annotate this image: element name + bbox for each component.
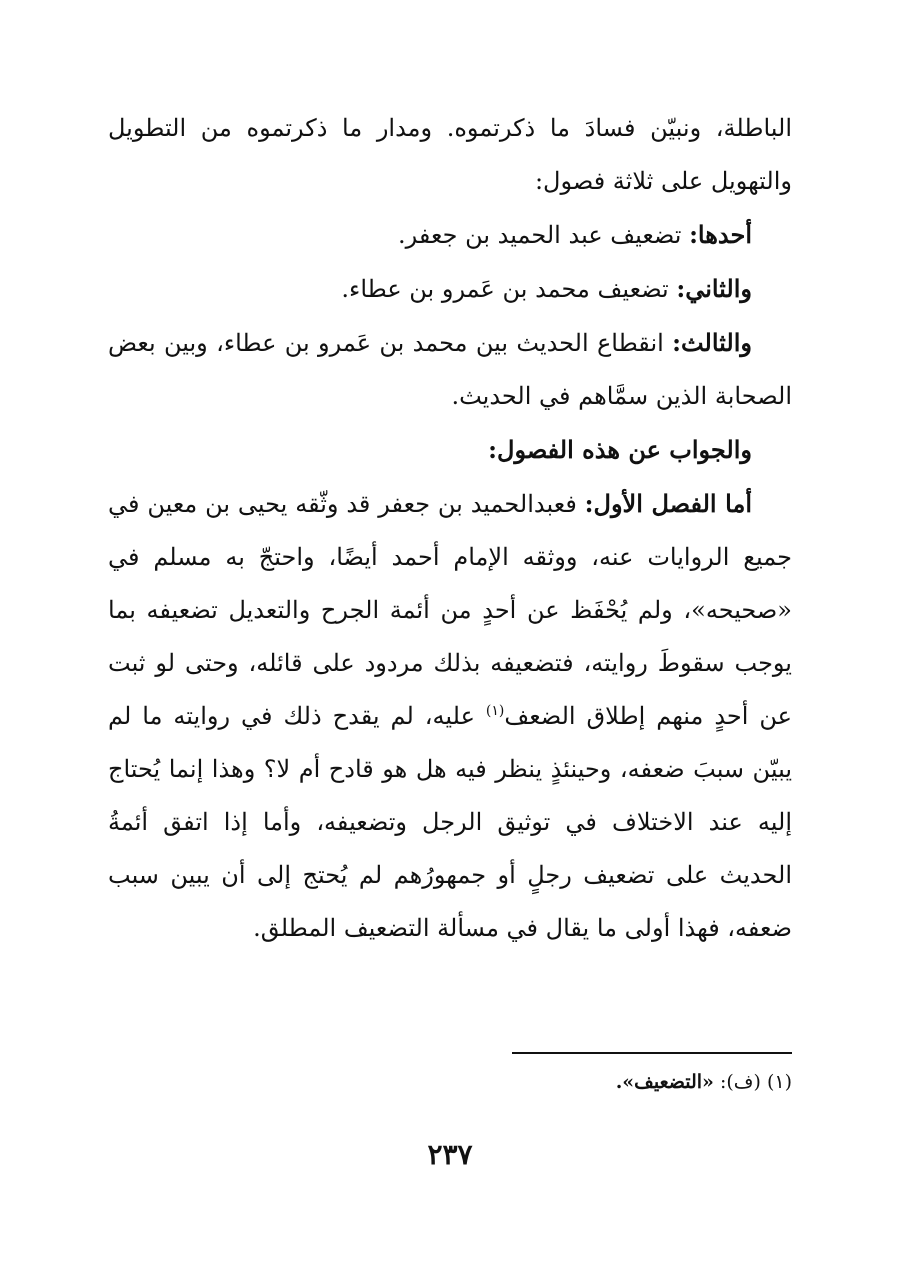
footnote-text: «التضعيف».	[615, 1071, 714, 1093]
footnote-source: (ف):	[719, 1071, 761, 1093]
footnote-number: (١)	[766, 1071, 792, 1093]
paragraph-text-third: انقطاع الحديث بين محمد بن عَمرو بن عطاء، وبين بعض الصحابة الذين سمَّاهم في الحديث.	[108, 329, 792, 410]
paragraph-text-before-note: فعبدالحميد بن جعفر قد وثّقه يحيى بن معين في جميع الروايات عنه، ووثقه الإمام أحمد أيضًا، واحتجّ به مسلم في «صحيحه»، ولم يُحْفَظ عن أحدٍ من أئمة الجرح والتعديل تضعيفه بما يوجب سقوطَ روايته، فتضعيفه بذلك مردود على قائله، وحتى لو ثبت عن أحدٍ منهم إطلاق الضعف	[108, 490, 792, 730]
paragraph-text-first: تضعيف عبد الحميد بن جعفر.	[398, 221, 690, 249]
paragraph-label-first: أحدها:	[689, 220, 752, 249]
footnote-divider	[512, 1052, 792, 1054]
paragraph-intro-text: الباطلة، ونبيّن فسادَ ما ذكرتموه. ومدار ما ذكرتموه من التطويل والتهويل على ثلاثة فصول:	[108, 114, 792, 195]
page-number: ٢٣٧	[427, 1138, 473, 1171]
section-heading: والجواب عن هذه الفصول:	[488, 435, 752, 464]
paragraph-label-first-section: أما الفصل الأول:	[584, 489, 753, 518]
footnote	[616, 1066, 792, 1098]
paragraph-text-after-note: عليه، لم يقدح ذلك في روايته ما لم يبيّن سببَ ضعفه، وحينئذٍ ينظر فيه هل هو قادح أم لا؟ وهذا إنما يُحتاج إليه عند الاختلاف في توثيق الرجل وتضعيفه، وأما إذا اتفق أئمةُ الحديث على تضعيف رجلٍ أو جمهورُهم لم يُحتج إلى أن يبين سبب ضعفه، فهذا أولى ما يقال في مسألة التضعيف المطلق.	[108, 702, 792, 942]
paragraph-text-second: تضعيف محمد بن عَمرو بن عطاء.	[341, 275, 677, 303]
paragraph-second-chapter	[108, 262, 792, 316]
paragraph-label-third: والثالث:	[672, 328, 752, 357]
page-body	[108, 102, 792, 955]
paragraph-first-section	[108, 477, 792, 955]
paragraph-label-second: والثاني:	[676, 274, 752, 303]
paragraph-answer-heading	[108, 423, 792, 477]
footnote-reference[interactable]: (١)	[485, 703, 505, 719]
paragraph-intro	[108, 102, 792, 208]
paragraph-third-chapter	[108, 316, 792, 423]
paragraph-first-chapter	[108, 208, 792, 262]
